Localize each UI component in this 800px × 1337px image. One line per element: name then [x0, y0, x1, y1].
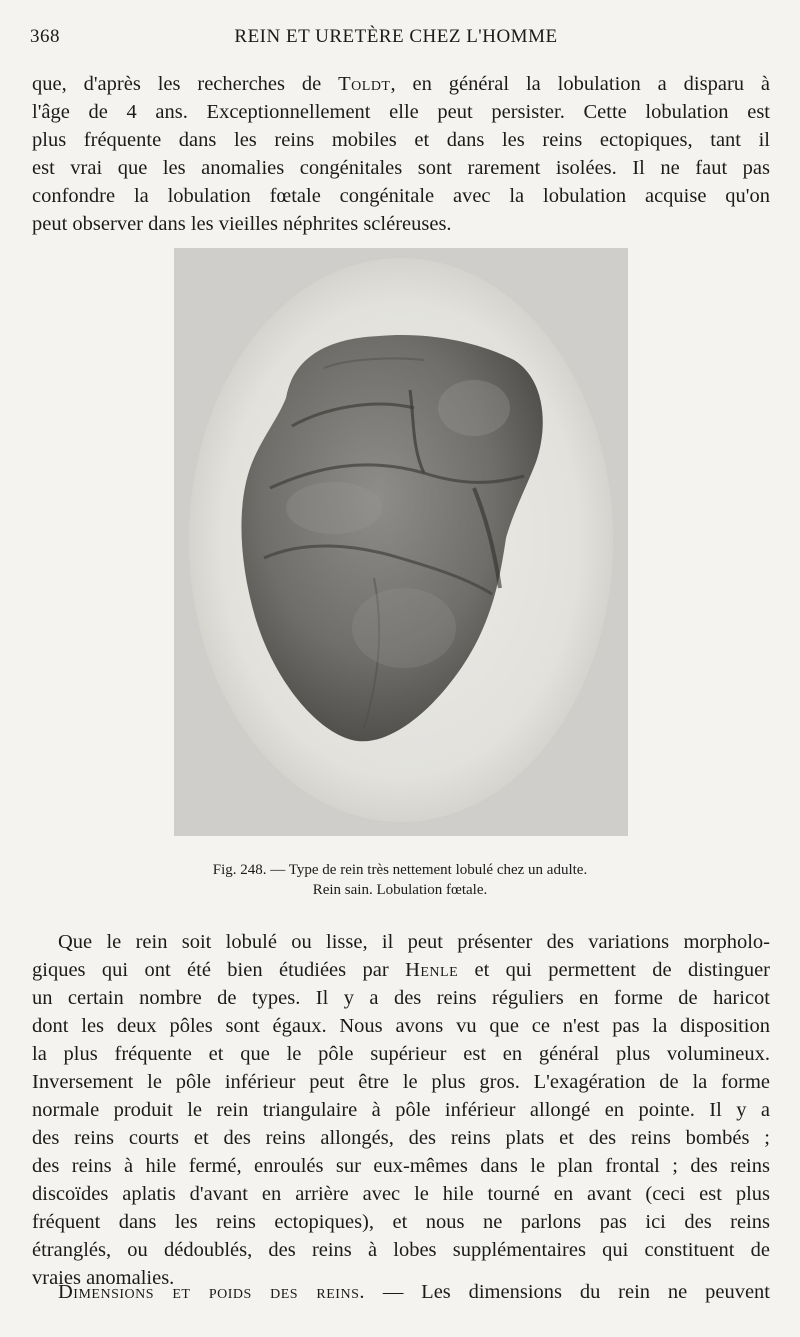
paragraph-dimensions — [32, 1278, 770, 1306]
text-line: plus fréquente dans les reins mobiles et dans les reins ectopiques, tant il — [32, 129, 770, 151]
author-name-henle: Henle — [405, 959, 459, 981]
text-line: fréquent dans les reins ectopiques), et nous ne parlons pas ici des reins — [32, 1211, 770, 1233]
text-line: étranglés, ou dédoublés, des reins à lobes supplémentaires qui constituent de — [32, 1239, 770, 1261]
text-line: dont les deux pôles sont égaux. Nous avons vu que ce n'est pas la disposition — [32, 1015, 770, 1037]
kidney-photograph — [174, 248, 628, 836]
paragraph-morphological-variations — [32, 928, 770, 1292]
text-line: l'âge de 4 ans. Exceptionnellement elle peut persister. Cette lobulation est — [32, 101, 770, 123]
text-line: confondre la lobulation fœtale congénitale avec la lobulation acquise qu'on — [32, 185, 770, 207]
text-line: Inversement le pôle inférieur peut être le plus gros. L'exagération de la forme — [32, 1071, 770, 1093]
paragraph-lobulation-persistence — [32, 70, 770, 238]
text-line: Dimensions et poids des reins. — Les dimensions du rein ne peuvent — [58, 1281, 770, 1303]
page-number: 368 — [30, 26, 60, 47]
text-line: un certain nombre de types. Il y a des reins réguliers en forme de haricot — [32, 987, 770, 1009]
page-header — [28, 24, 764, 52]
caption-line: Fig. 248. — Type de rein très nettement lobulé chez un adulte. — [212, 862, 588, 878]
text-line: discoïdes aplatis d'avant en arrière avec le hile tourné en avant (ceci est plus — [32, 1183, 770, 1205]
figure-label: Fig. 248. — [212, 862, 267, 878]
text-line: des reins courts et des reins allongés, des reins plats et des reins bombés ; — [32, 1127, 770, 1149]
text-line: normale produit le rein triangulaire à pôle inférieur allongé en pointe. Il y a — [32, 1099, 770, 1121]
text-line: vraies anomalies. — [32, 1267, 175, 1289]
text-line: la plus fréquente et que le pôle supérieur est en général plus volumineux. — [32, 1043, 770, 1065]
text-line: des reins à hile fermé, enroulés sur eux-mêmes dans le plan frontal ; des reins — [32, 1155, 770, 1177]
caption-line: Rein sain. Lobulation fœtale. — [312, 882, 488, 898]
author-name-toldt: Toldt — [338, 73, 391, 95]
figure-lobulated-kidney-photo — [174, 248, 628, 836]
section-heading: Dimensions et poids des reins. — [58, 1281, 365, 1303]
text-line: peut observer dans les vieilles néphrites scléreuses. — [32, 213, 452, 235]
running-title: REIN ET URETÈRE CHEZ L'HOMME — [234, 26, 558, 47]
text-line: Que le rein soit lobulé ou lisse, il peut présenter des variations morpholo- — [58, 931, 770, 953]
text-line: est vrai que les anomalies congénitales sont rarement isolées. Il ne faut pas — [32, 157, 770, 179]
figure-caption — [100, 860, 700, 900]
text-line: que, d'après les recherches de Toldt, en général la lobulation a disparu à — [32, 73, 771, 95]
text-line: giques qui ont été bien étudiées par Henle et qui permettent de distinguer — [32, 959, 770, 981]
